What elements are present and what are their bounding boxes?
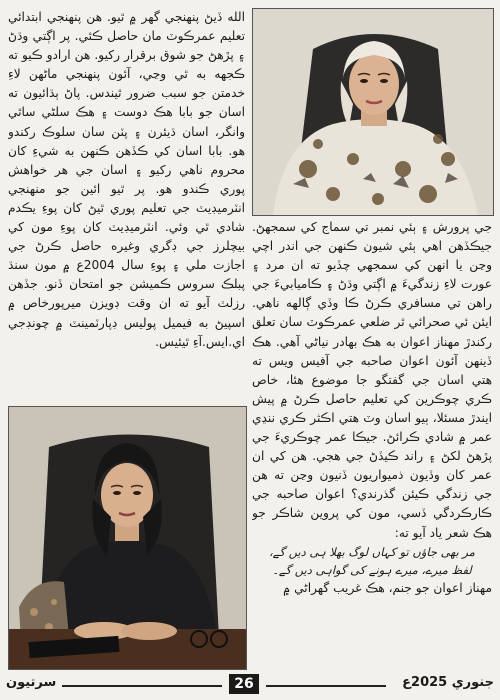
poem-line: لفظ میرے، میرے ہونے کی گواہی دیں گے۔ xyxy=(272,562,472,577)
footer-rule-left xyxy=(62,685,222,687)
portrait-photo-top xyxy=(252,8,494,216)
poem-couplet xyxy=(252,543,492,579)
portrait-photo-bottom xyxy=(8,406,247,670)
magazine-name: سرتيون xyxy=(6,675,57,690)
article-paragraph: الله ڏيڻ پنهنجي گهر ۾ ٿيو. هن پنهنجي ابتدائي تعليم عمرڪوٽ مان حاصل ڪئي. پر اڳتي وڌڻ ۽ پڙهڻ جو شوق برقرار رکيو. هن ارادو ڪيو ته ڪجهه به ٿي وڃي، آئون پنهنجي ماڻهن لاءِ خدمتن جو سبب ضرور ٿيندس. پاڻ ٻڌائيون ته اسان جو بابا هڪ دوست ۽ هڪ سلڻي ساٿي وانگر، اسان ڌيئرن ۽ پٽن سان سلوڪ رکندو هو. بابا اسان کي ڪڏهن ڪنهن به شيءِ کان محروم ناهي رکيو ۽ اسان جي هر خواهش پوري ڪندو هو. پر ٿيو ائين جو منهنجي انٽرميڊيٽ جي تعليم پوري ٿيڻ کان پوءِ يڪدم شادي ٿي وئي. انٽرميڊيٽ کان پوءِ مون کي بيچلرز جي ڊگري وغيره حاصل ڪرڻ جي اجازت ملي ۽ پوءِ سال 2004ع ۾ مون سنڌ پبلڪ سروس ڪميشن جو امتحان ڏنو. جڏهن رزلٽ آيو ته ان وقت ڊويزن ميرپورخاص ۾ اسپيڻ به فيميل پوليس ڊپارٽمينٽ ۾ چونڊجي اي.ايس.آءِ ٿيئيس. xyxy=(8,10,245,349)
article-column-bottom-right xyxy=(252,218,492,650)
article-column-top-left xyxy=(8,8,245,400)
page-number: 26 xyxy=(229,674,259,694)
poem-line: مر بھی جاؤں تو کہاں لوگ بھلا ہی دیں گے، xyxy=(269,544,475,559)
page-footer xyxy=(0,673,500,700)
issue-date: جنوري 2025ع xyxy=(402,675,494,690)
footer-rule-right xyxy=(266,685,386,687)
article-paragraph: جي پرورش ۽ ٻئي نمبر تي سماج کي سمجهڻ. جيڪڏهن اهي ٻئي شيون ڪنهن جي اندر اچي وڃن يا انهن کي سمجهي چڏيو ته ان مرد ۽ عورت لاءِ زندگيءَ ۾ اڳتي وڌڻ ۽ ڪاميابيءَ جي راهن تي مسافري ڪرڻ ڪا وڏي ڳالهه ناهي. ايئن ئي صحرائي ٿر ضلعي عمرڪوٽ سان تعلق رکندڙ مهناز اعوان به هڪ بهادر نياڻي آهي. هڪ ڏينهن آئون اعوان صاحبه جي آفيس ويس ته هتي اسان جي گفتگو جا موضوع هئا، خاص ڪري چوڪرين کي تعليم حاصل ڪرڻ ۾ پيش ايندڙ مسئلا، ٻيو اسان وٽ هتي اڪثر ڪري ننڍي عمر ۾ شادي ڪرائڻ. جيڪا عمر چوڪريءَ جي پڙهڻ لکڻ ۽ راند ڪيڏڻ جي هجي. هن کي ان عمر کان وڏيون ذميواريون ڏنيون وڃن ته هن جي زندگي ڪيئن گذرندي؟ اعوان صاحبه جي ڪارڪردگي ڏسي، مون کي پروين شاڪر جو هڪ شعر ياد آيو ته: xyxy=(252,220,492,540)
article-closing-line: مهناز اعوان جو جنم، هڪ غريب گهراڻي ۾ xyxy=(283,580,492,595)
